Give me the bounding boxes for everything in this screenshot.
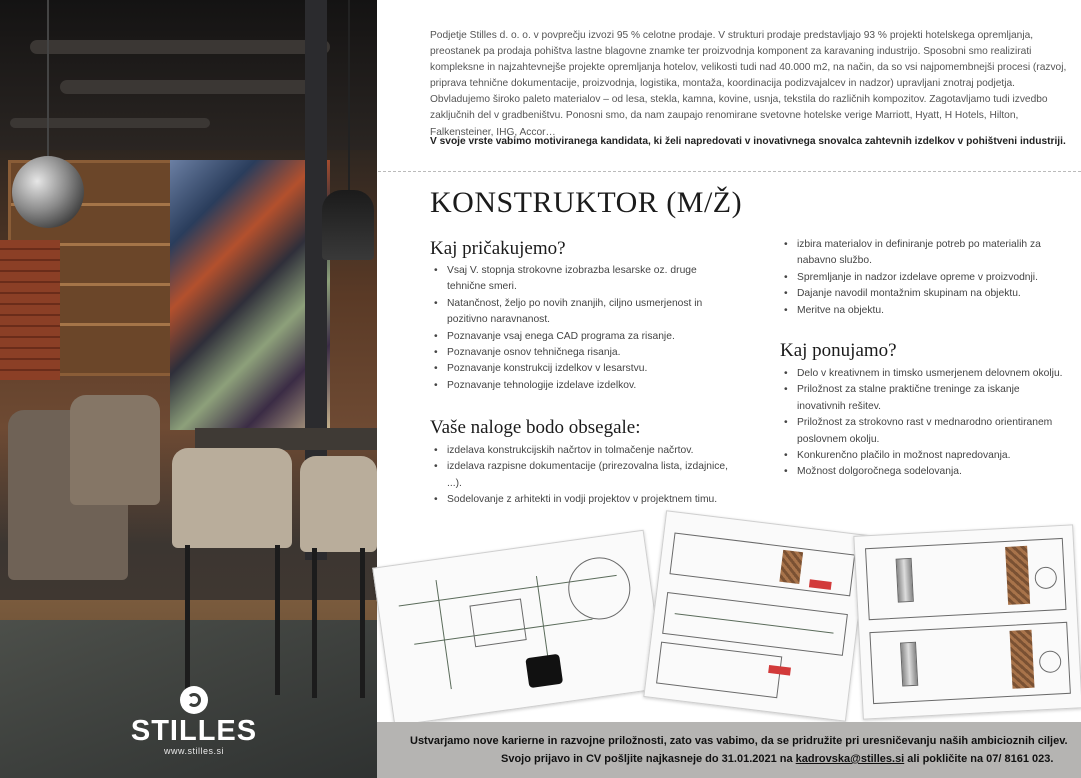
list-item: • Delo v kreativnem in timsko usmerjenem delovnem okolju. bbox=[780, 366, 1070, 382]
ceiling-pipe bbox=[10, 118, 210, 128]
lamp-cord bbox=[348, 0, 350, 192]
tasks-list bbox=[430, 443, 730, 509]
hardware-part bbox=[525, 654, 563, 688]
footer-application bbox=[501, 753, 1071, 765]
drawing-line bbox=[436, 580, 452, 689]
bar-stool bbox=[172, 448, 292, 548]
contact-email-link[interactable]: kadrovska@stilles.si bbox=[795, 753, 905, 765]
list-item: • Dajanje navodil montažnim skupinam na objektu. bbox=[780, 286, 1070, 302]
list-item: • Meritve na objektu. bbox=[780, 303, 1070, 319]
technical-drawing bbox=[643, 510, 868, 721]
stool-leg bbox=[312, 548, 317, 698]
list-item: • Priložnost za strokovno rast v mednarodno orientiranem poslovnem okolju. bbox=[780, 415, 1070, 448]
tasks-continued-section bbox=[780, 237, 1070, 319]
ceiling-pipe bbox=[60, 80, 320, 94]
stool-leg bbox=[185, 545, 190, 695]
technical-drawing bbox=[853, 524, 1081, 719]
drawing-detail bbox=[656, 642, 782, 699]
high-table bbox=[195, 428, 377, 450]
list-item: • izdelava konstrukcijskih načrtov in tolmačenje načrtov. bbox=[430, 443, 730, 459]
brick-wall bbox=[0, 240, 60, 380]
tasks-section bbox=[430, 417, 730, 509]
tasks-heading: Vaše naloge bodo obsegale: bbox=[430, 417, 641, 438]
logo-url: www.stilles.si bbox=[163, 746, 224, 756]
list-item: • izbira materialov in definiranje potreb po materialih za nabavno službo. bbox=[780, 237, 1070, 270]
stool-leg bbox=[275, 545, 280, 695]
list-item: • Vsaj V. stopnja strokovne izobrazba lesarske oz. druge tehnične smeri. bbox=[430, 263, 730, 296]
list-item: • Možnost dolgoročnega sodelovanja. bbox=[780, 464, 1070, 480]
list-item: • Konkurenčno plačilo in možnost napredovanja. bbox=[780, 448, 1070, 464]
expectations-heading: Kaj pričakujemo? bbox=[430, 238, 566, 259]
footer-invitation: Ustvarjamo nove karierne in razvojne priložnosti, zato vas vabimo, da se pridružite pri uresničevanju naših ambicioznih ciljev. bbox=[410, 735, 1068, 747]
footer-application-prefix: Svojo prijavo in CV pošljite najkasneje do 31.01.2021 na bbox=[501, 753, 796, 765]
offer-section bbox=[780, 340, 1070, 481]
ceiling-pipe bbox=[30, 40, 330, 54]
drawing-detail bbox=[469, 598, 526, 647]
logo-name: STILLES bbox=[130, 715, 258, 747]
drawing-detail bbox=[564, 553, 634, 623]
list-item: • Poznavanje konstrukcij izdelkov v lesarstvu. bbox=[430, 361, 730, 377]
list-item: • Spremljanje in nadzor izdelave opreme v proizvodnji. bbox=[780, 270, 1070, 286]
wood-sample bbox=[1005, 546, 1030, 605]
technical-drawing bbox=[372, 530, 666, 727]
list-item: • izdelava razpisne dokumentacije (prirezovalna lista, izdajnice, ...). bbox=[430, 459, 730, 492]
list-item: • Natančnost, željo po novih znanjih, ciljno usmerjenost in pozitivno naravnanost. bbox=[430, 296, 730, 329]
pendant-lamp bbox=[322, 190, 374, 260]
bar-stool bbox=[300, 456, 377, 552]
armchair bbox=[70, 395, 160, 505]
hotel-lobby-photo bbox=[0, 0, 377, 778]
list-item: • Poznavanje vsaj enega CAD programa za risanje. bbox=[430, 329, 730, 345]
expectations-section bbox=[430, 238, 730, 394]
dashed-divider bbox=[378, 171, 1081, 172]
list-item: • Poznavanje osnov tehničnega risanja. bbox=[430, 345, 730, 361]
expectations-list bbox=[430, 263, 730, 394]
offer-heading: Kaj ponujamo? bbox=[780, 340, 897, 361]
list-item: • Poznavanje tehnologije izdelave izdelkov. bbox=[430, 378, 730, 394]
stilles-logo bbox=[129, 686, 259, 756]
company-intro: Podjetje Stilles d. o. o. v povprečju izvozi 95 % celotne prodaje. V strukturi prodaje predstavljajo 93 % projekti hotelskega opremljanja, preostanek pa prodaja pohištva lastne blagovne znamke ter proizvodnja komponent za karavaning industrijo. Sposobni smo realizirati kompleksne in najzahtevnejše projekte opremljanja hotelov, velikosti tudi nad 40.000 m2, na način, da so vsi najpomembnejši procesi (razvoj, priprava tehnične dokumentacije, proizvodnja, logistika, montaža, koordinacija podizvajalcev in nadzor) upravljani znotraj podjetja. Obvladujemo široko paleto materialov – od lesa, stekla, kamna, kovine, usnja, tekstila do različnih kompozitov. Zagotavljamo tudi izvedbo zaključnih del v gradbeništvu. Ponosni smo, da nam zaupajo renomirane svetovne hotelske verige Marriott, Hyatt, H Hotels, Hilton, Falkensteiner, IHG, Accor… bbox=[430, 30, 1067, 138]
footer-band bbox=[377, 722, 1081, 778]
list-item: • Sodelovanje z arhitekti in vodji projektov v projektnem timu. bbox=[430, 492, 730, 508]
footer-application-suffix: ali pokličite na 07/ 8161 023. bbox=[904, 753, 1054, 765]
list-item: • Priložnost za stalne praktične treninge za iskanje inovativnih rešitev. bbox=[780, 382, 1070, 415]
intro-highlight: V svoje vrste vabimo motiviranega kandidata, ki želi napredovati v inovativnega snovalca zahtevnih izdelkov v pohištveni industriji. bbox=[430, 136, 1066, 147]
job-title: KONSTRUKTOR (M/Ž) bbox=[430, 186, 743, 219]
column-element bbox=[900, 642, 918, 687]
tasks-continued-list bbox=[780, 237, 1070, 319]
wood-sample bbox=[779, 550, 803, 584]
mirror-globe bbox=[12, 156, 84, 228]
stool-leg bbox=[360, 548, 365, 698]
stilles-logo-icon bbox=[180, 686, 208, 714]
column-element bbox=[896, 558, 914, 603]
offer-list bbox=[780, 366, 1070, 481]
wood-sample bbox=[1010, 630, 1035, 689]
globe-cord bbox=[47, 0, 49, 158]
